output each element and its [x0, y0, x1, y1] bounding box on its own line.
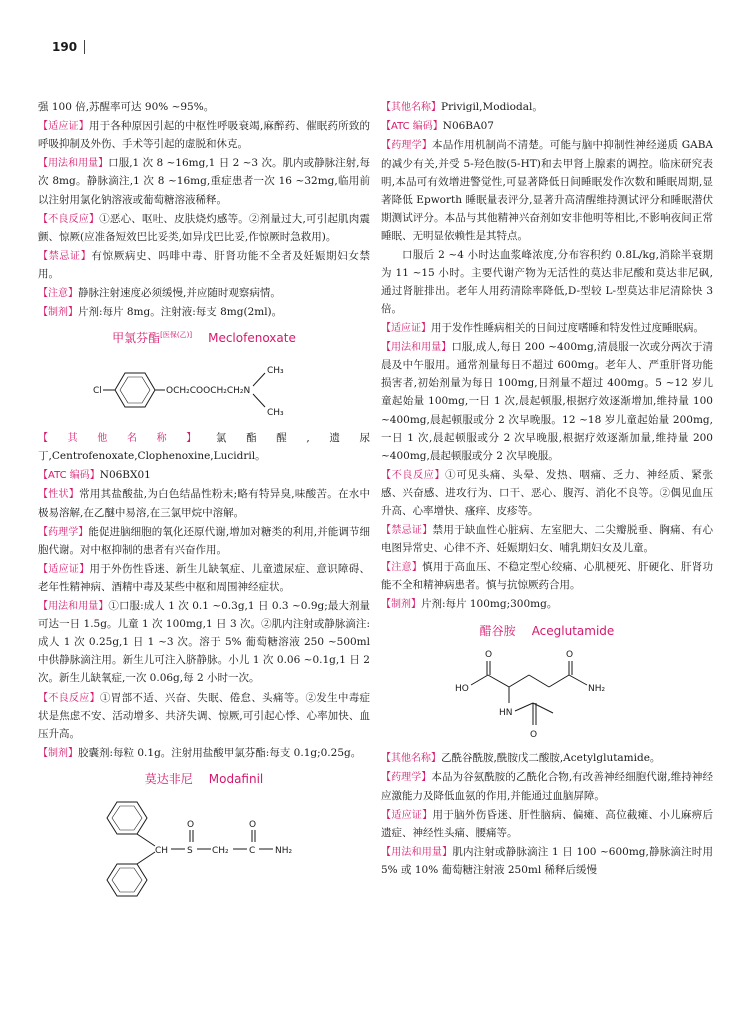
- drug-name-en: Meclofenoxate: [208, 331, 296, 346]
- methyl-label-bottom: CH₃: [267, 408, 284, 419]
- section-preparations: 【 制剂 】 片剂:每片 8mg。注射液:每支 8mg(2ml)。: [38, 303, 370, 321]
- section-preparations: 【 制剂 】 片剂:每片 100mg;300mg。: [381, 595, 713, 613]
- phenyl-ring-top: [107, 802, 147, 834]
- meclofenoxate-structure-diagram: [89, 353, 319, 425]
- section-precautions: 【 注意 】 静脉注射速度必须缓慢,并应随时观察病情。: [38, 284, 370, 302]
- section-indications: 【 适应证 】 用于外伤性昏迷、新生儿缺氧症、儿童遗尿症、意识障碍、老年性精神病、酒精中毒及某些中枢和周围神经症状。: [38, 560, 370, 596]
- section-other-names: 【 其他名称 】 乙酰谷酰胺,酰胺戊二酸胺,Acetylglutamide。: [381, 749, 713, 767]
- section-precautions: 【 注意 】 慎用于高血压、不稳定型心绞痛、心肌梗死、肝硬化、肝肾功能不全和精神病患者。慎与抗惊厥药合用。: [381, 558, 713, 594]
- section-properties: 【 性状 】 常用其盐酸盐,为白色结晶性粉末;略有特异臭,味酸苦。在水中极易溶解,在乙醚中易溶,在三氯甲烷中溶解。: [38, 485, 370, 521]
- drug-title-aceglutamide: [381, 621, 713, 642]
- section-indications: 【 适应证 】 用于各种原因引起的中枢性呼吸衰竭,麻醉药、催眠药所致的呼吸抑制及外伤、手术等引起的虚脱和休克。: [38, 117, 370, 153]
- hydroxyl-label: HO: [455, 684, 469, 695]
- right-column: [381, 98, 713, 880]
- drug-name-en: Aceglutamide: [531, 623, 615, 638]
- aceglutamide-structure-diagram: [427, 645, 667, 745]
- section-pharmacology: 【 药理学 】 本品为谷氨酰胺的乙酰化合物,有改善神经细胞代谢,维持神经应激能力及降低血氨的作用,并能通过血脑屏障。: [381, 768, 713, 804]
- section-atc-code: 【 ATC 编码 】 N06BA07: [381, 117, 713, 135]
- section-dosage: 【 用法和用量 】 ①口服:成人 1 次 0.1 ~0.3g,1 日 0.3 ~0.9g;最大剂量可达一日 1.5g。儿童 1 次 100mg,1 日 3 次。②肌内注射或静脉滴注:成人 1 次 0.25g,1 日 1 ~3 次。溶于 5% 葡萄糖溶液 250 ~500ml 中供静脉滴注用。新生儿可注入脐静脉。小儿 1 次 0.06 ~0.1g,1 日 2 次。新生儿缺氧症,一次 0.06g,每 2 小时一次。: [38, 597, 370, 687]
- drug-name-en: Modafinil: [208, 772, 264, 786]
- ester-chain-label: OCH₂COOCH₂CH₂N: [166, 386, 251, 397]
- section-dosage: 【 用法和用量 】 肌内注射或静脉滴注 1 日 100 ~600mg,静脉滴注时用 5% 或 10% 葡萄糖注射液 250ml 稀释后缓慢: [381, 843, 713, 879]
- modafinil-structure-diagram: [89, 794, 319, 902]
- section-contraindications: 【 禁忌证 】 禁用于缺血性心脏病、左室肥大、二尖瓣脱垂、胸痛、有心电图异常史、心律不齐、妊娠期妇女、哺乳期妇女及儿童。: [381, 521, 713, 557]
- amide-label: NH₂: [275, 845, 293, 856]
- sulfur-label: S: [187, 845, 193, 856]
- acid-oxygen-label: O: [485, 650, 493, 661]
- methylene-label: CH₂: [212, 845, 229, 856]
- methine-label: CH: [155, 845, 169, 856]
- continued-text: 强 100 倍,苏醒率可达 90% ~95%。: [38, 101, 215, 113]
- section-pharmacology: 【 药理学 】 能促进脑细胞的氧化还原代谢,增加对糖类的利用,并能调节细胞代谢。对中枢抑制的患者有兴奋作用。: [38, 523, 370, 559]
- section-adverse-reactions: 【 不良反应 】 ①可见头痛、头晕、发热、咽痛、乏力、神经质、紧张感、兴奋感、进攻行为、口干、恶心、腹泻、消化不良等。②偶见血压升高、心率增快、瘙痒、皮疹等。: [381, 466, 713, 520]
- section-other-names: 【 其他名称 】 Privigil,Modiodal。: [381, 98, 713, 116]
- drug-name-cn: 莫达非尼: [144, 772, 193, 786]
- section-dosage: 【 用法和用量 】 口服,1 次 8 ~16mg,1 日 2 ~3 次。肌内或静脉注射,每次 8mg。静脉滴注,1 次 8 ~16mg,重症患者一次 16 ~32mg,临用前以注射用氯化钠溶液或葡萄糖溶液稀释。: [38, 154, 370, 208]
- section-pharmacology: 【 药理学 】 本品作用机制尚不清楚。可能与脑中抑制性神经递质 GABA 的减少有关,并受 5-羟色胺(5-HT)和去甲肾上腺素的调控。临床研究表明,本品可有效增进警觉性,可显著降低日间睡眠发作次数和睡眠周期,显著降低 Epworth 睡眠量表评分,显著升高清醒维持测试评分和睡眠潜伏期测试评分。本品与其他精神兴奋剂如安非他明等相比,不影响夜间正常睡眠、无明显依赖性是其特点。: [381, 136, 713, 244]
- acetylamino-nh-label: HN: [499, 708, 513, 719]
- section-other-names: 【 其他名称 】 氯酯醒,遗尿丁,Centrofenoxate,Clophenoxine,Lucidril。: [38, 429, 370, 465]
- insurance-badge: [医保(乙)]: [160, 331, 193, 340]
- methyl-label-top: CH₃: [267, 366, 284, 377]
- page-number-divider: [84, 40, 85, 54]
- amide-oxygen-label: O: [566, 650, 574, 661]
- carbonyl-oxygen-label: O: [249, 819, 257, 830]
- section-adverse-reactions: 【 不良反应 】 ①恶心、呕吐、皮肤烧灼感等。②剂量过大,可引起肌肉震颤、惊厥(应准备短效巴比妥类,如异戊巴比妥,作惊厥时急救用)。: [38, 210, 370, 246]
- sulfoxide-oxygen-label: O: [187, 819, 195, 830]
- drug-title-modafinil: [38, 769, 370, 790]
- benzene-ring: [115, 373, 155, 407]
- amide-nh2-label: NH₂: [588, 684, 606, 695]
- drug-name-cn: 醋谷胺: [479, 623, 516, 638]
- section-atc-code: 【 ATC 编码 】 N06BX01: [38, 466, 370, 484]
- section-indications: 【 适应证 】 用于脑外伤昏迷、肝性脑病、偏瘫、高位截瘫、小儿麻痹后遗症、神经性头痛、腰痛等。: [381, 806, 713, 842]
- section-adverse-reactions: 【 不良反应 】 ①胃部不适、兴奋、失眠、倦怠、头痛等。②发生中毒症状是焦虑不安、活动增多、共济失调、惊厥,可引起心悸、心率加快、血压升高。: [38, 689, 370, 743]
- section-indications: 【 适应证 】 用于发作性睡病相关的日间过度嗜睡和特发性过度睡眠病。: [381, 319, 713, 337]
- drug-title-meclofenoxate: [38, 328, 370, 349]
- section-dosage: 【 用法和用量 】 口服,成人,每日 200 ~400mg,清晨服一次或分两次于清晨及中午服用。通常剂量每日不超过 600mg。老年人、严重肝肾功能损害者,初始剂量为每日 100mg,日剂量不超过 400mg。5 ~12 岁儿童起始量 100mg,一日 1 次,晨起顿服,根据疗效逐渐增加,维持量 100 ~400mg,晨起顿服或分 2 次早晚服。12 ~18 岁儿童起始量 200mg,一日 1 次,晨起顿服或分 2 次早晚服,根据疗效逐渐加量,维持量 200 ~400mg,晨起顿服或分 2 次早晚服。: [381, 338, 713, 464]
- drug-name-cn: 甲氯芬酯: [112, 331, 161, 346]
- chloro-label: Cl: [93, 386, 102, 397]
- section-preparations: 【 制剂 】 胶囊剂:每粒 0.1g。注射用盐酸甲氯芬酯:每支 0.1g;0.25g。: [38, 744, 370, 762]
- section-contraindications: 【 禁忌证 】 有惊厥病史、吗啡中毒、肝肾功能不全者及妊娠期妇女禁用。: [38, 247, 370, 283]
- pharmacokinetics-paragraph: 口服后 2 ~4 小时达血浆峰浓度,分布容积约 0.8L/kg,消除半衰期为 11 ~15 小时。主要代谢产物为无活性的莫达非尼酸和莫达非尼砜,通过肾脏排出。老年人用药清除率降低,D-型较 L-型莫达非尼清除快 3 倍。: [381, 248, 713, 315]
- acetyl-oxygen-label: O: [530, 730, 538, 741]
- carbonyl-carbon-label: C: [249, 845, 256, 856]
- page-number: 190: [52, 40, 78, 54]
- phenyl-ring-bottom: [107, 864, 147, 896]
- left-column: [38, 98, 370, 906]
